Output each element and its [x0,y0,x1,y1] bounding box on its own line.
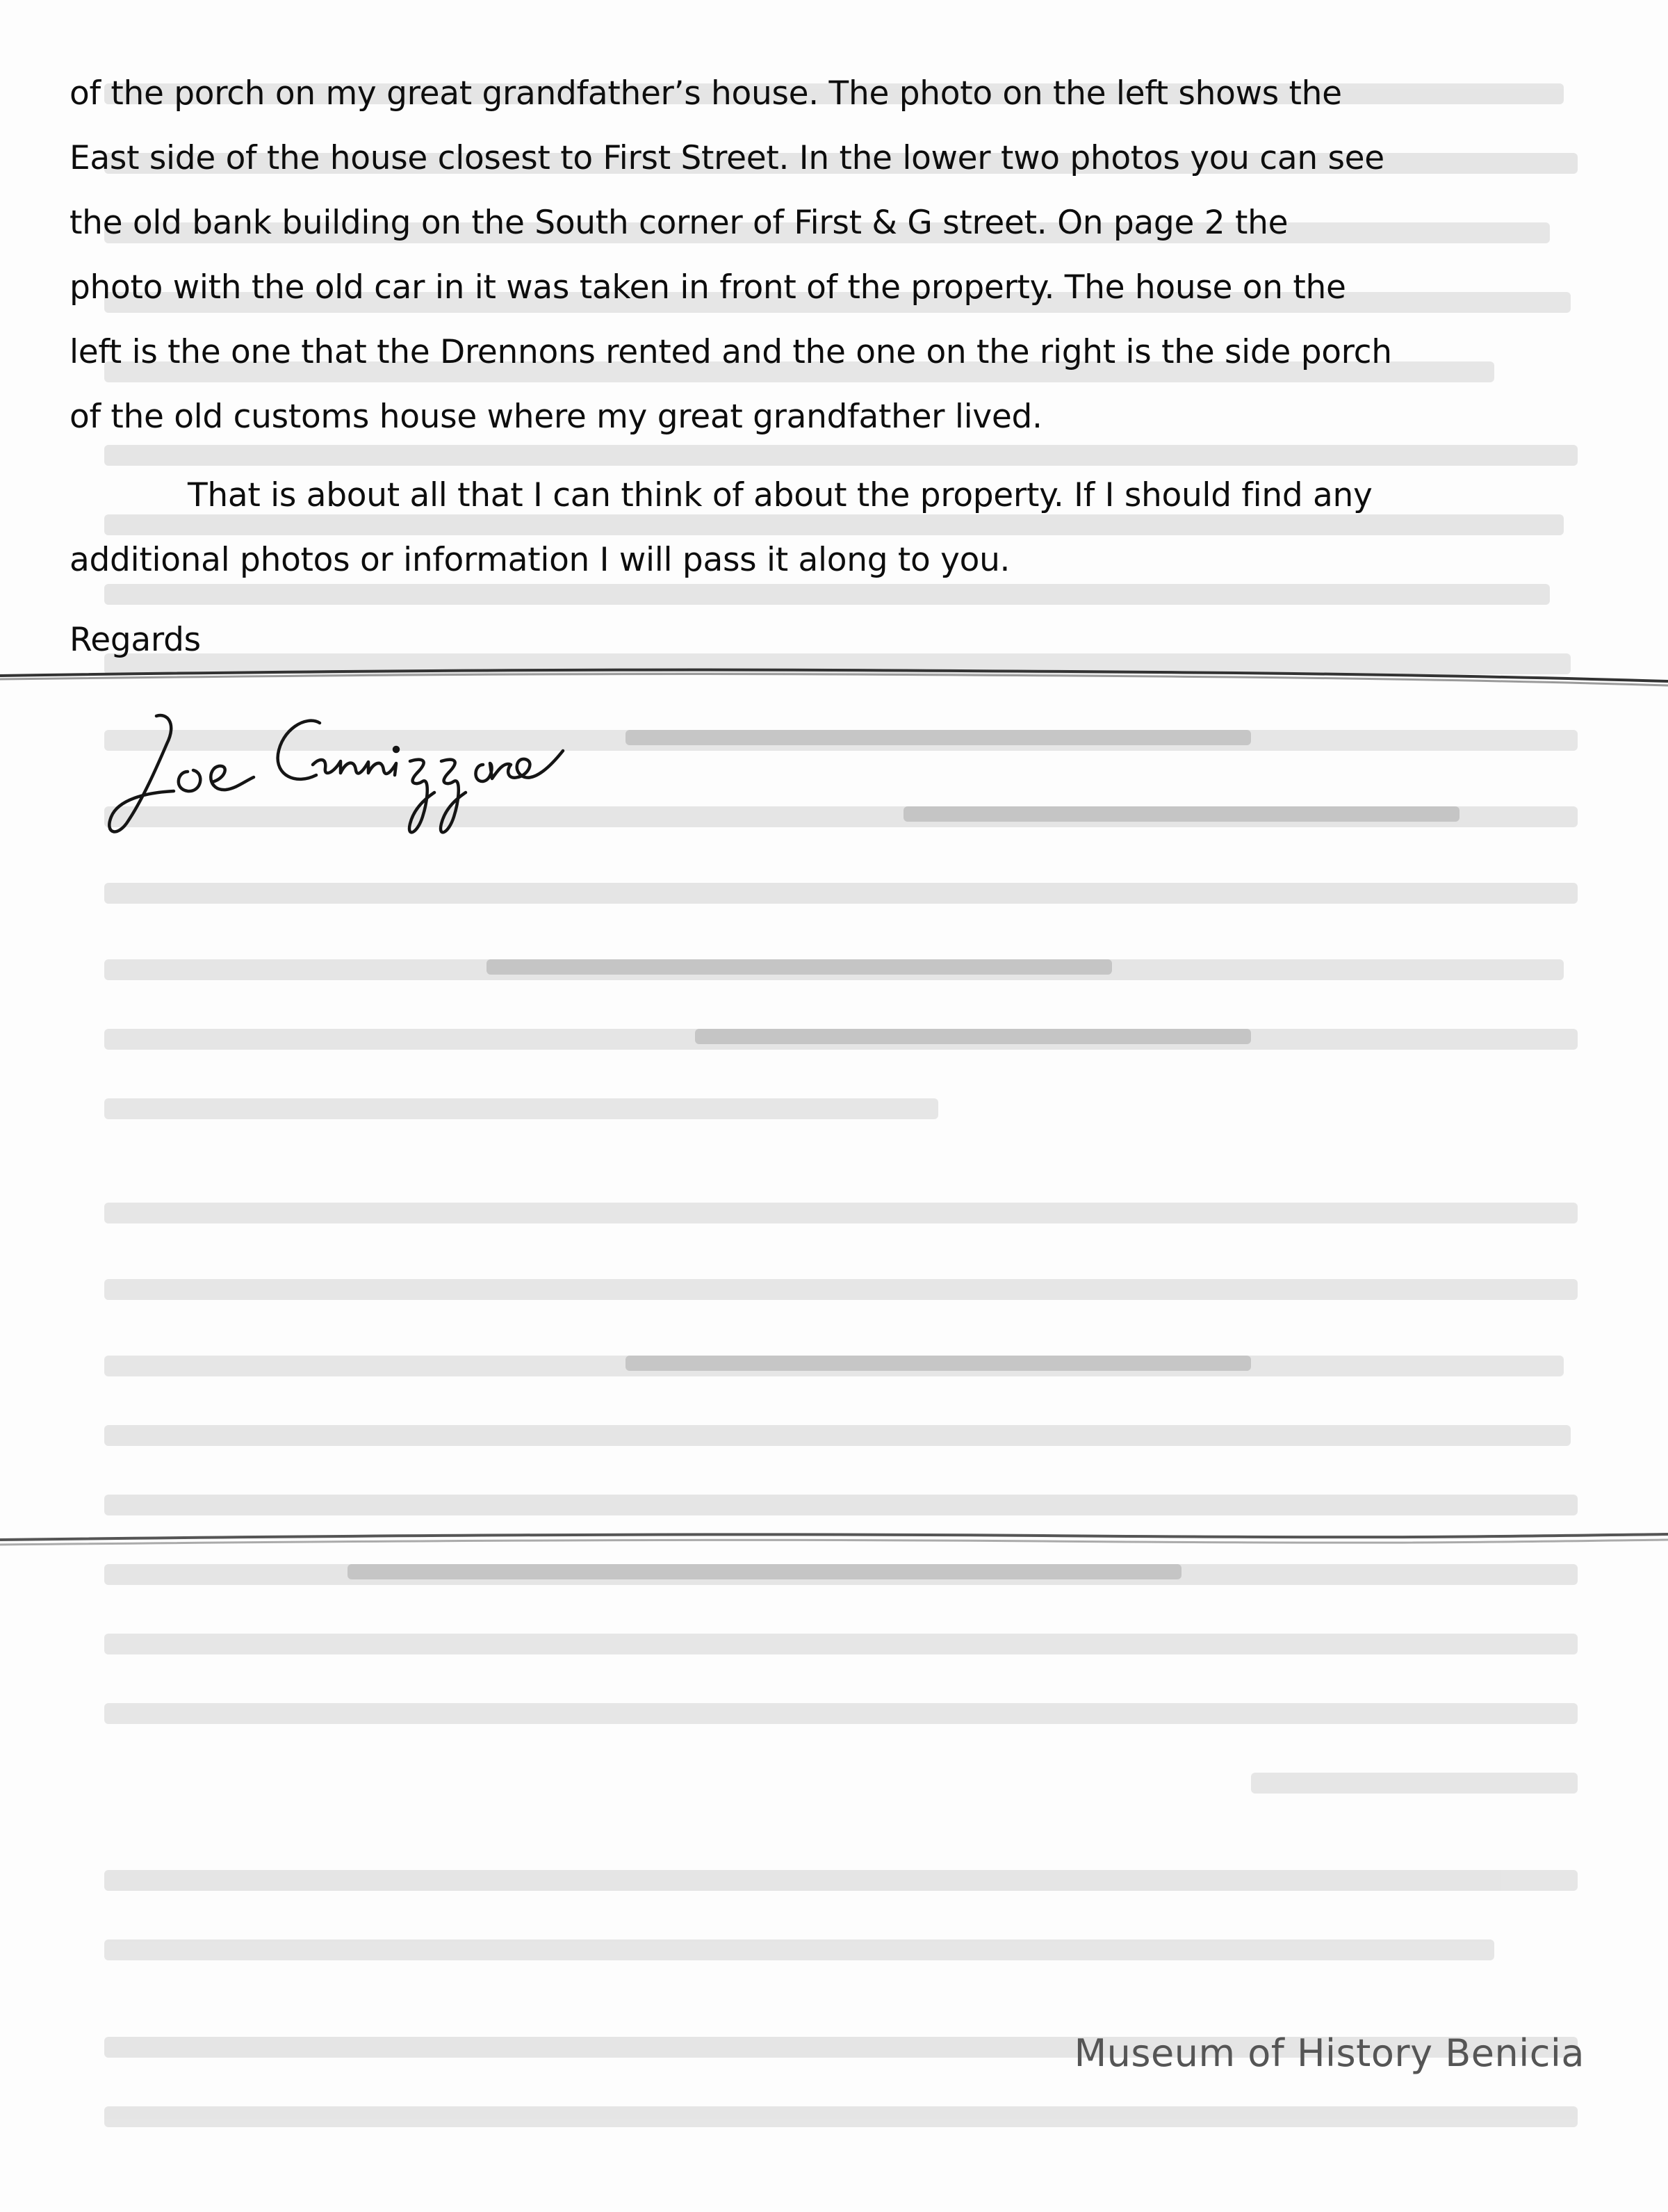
text-line: photo with the old car in it was taken in front of the property. The house on the [70,268,1346,307]
paragraph-2 [70,463,1592,592]
fold-line-lower [0,1526,1668,1554]
text-line: additional photos or information I will pass it along to you. [70,541,1011,579]
signature [90,695,646,855]
text-line: left is the one that the Drennons rented and the one on the right is the side porch [70,333,1392,371]
museum-watermark: Museum of History Benicia [1074,2031,1585,2075]
text-line: of the old customs house where my great grandfather lived. [70,398,1042,436]
paragraph-1 [70,61,1592,449]
letter-body [70,61,1592,672]
text-line: That is about all that I can think of about the property. If I should find any [188,476,1373,514]
text-line: East side of the house closest to First Street. In the lower two photos you can see [70,139,1384,177]
text-line: the old bank building on the South corner of First & G street. On page 2 the [70,204,1289,242]
closing-regards: Regards [70,621,201,659]
text-line: of the porch on my great grandfather’s house. The photo on the left shows the [70,74,1342,113]
